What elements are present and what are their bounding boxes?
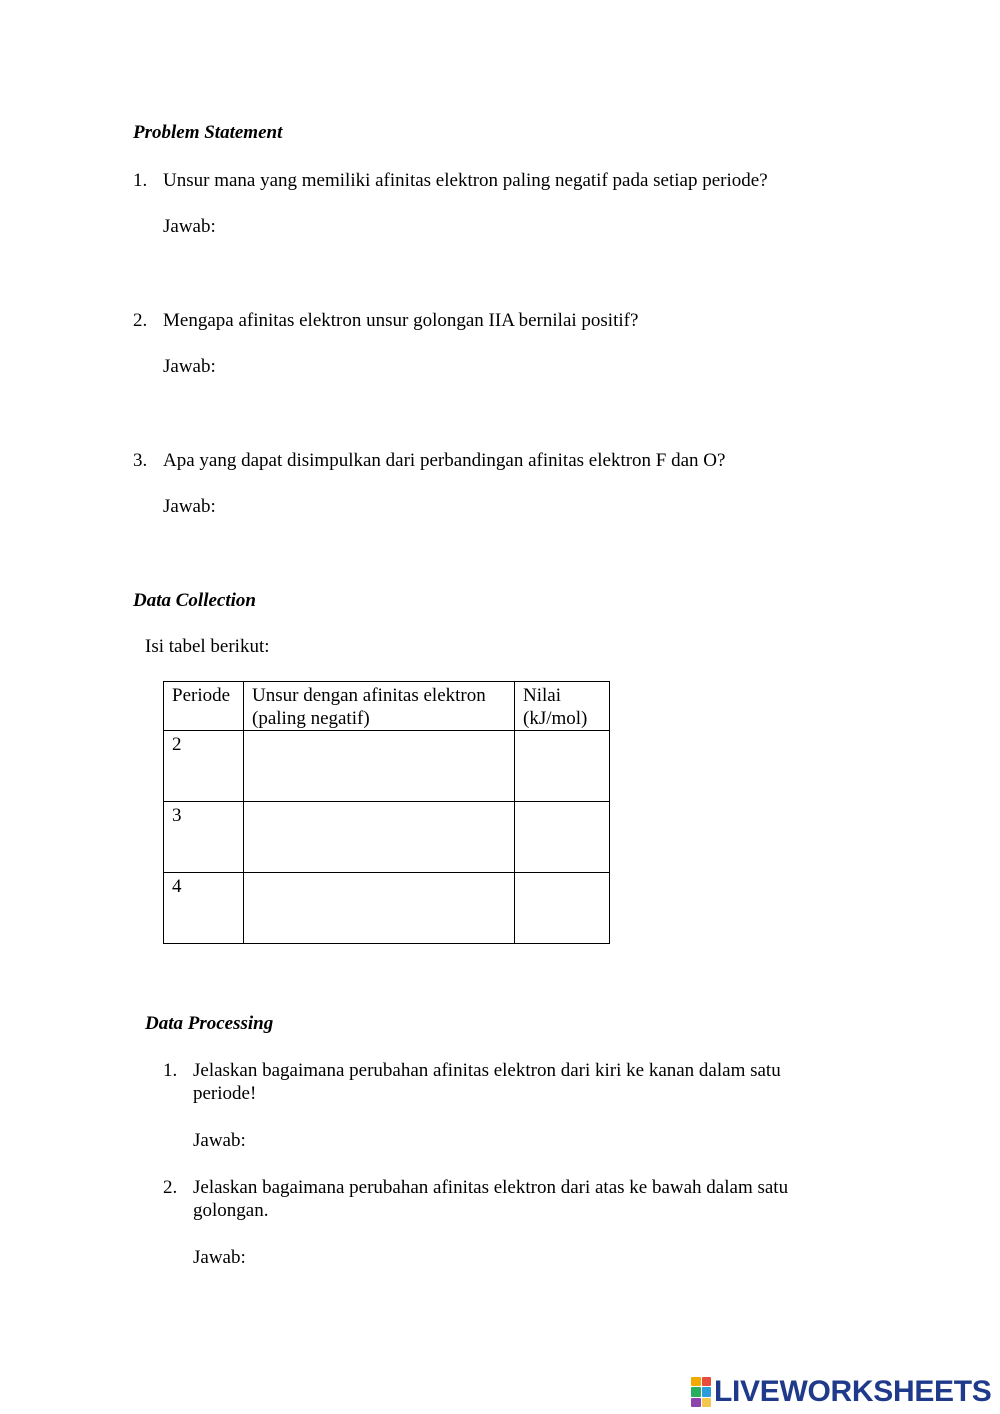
answer-label: Jawab: [193,1130,246,1151]
question-text: Jelaskan bagaimana perubahan afinitas elektron dari kiri ke kanan dalam satu [193,1060,781,1081]
logo-tile [691,1377,701,1386]
data-collection-heading: Data Collection [133,590,256,611]
question-text: periode! [193,1083,257,1104]
header-line: Periode [172,685,231,706]
table-instruction: Isi tabel berikut: [145,636,270,657]
question-text: Apa yang dapat disimpulkan dari perbandingan afinitas elektron F dan O? [163,450,726,471]
element-answer-cell[interactable] [244,802,515,873]
logo-tile [691,1398,701,1407]
element-answer-cell[interactable] [244,873,515,944]
question-number: 1. [163,1060,178,1081]
value-answer-cell[interactable] [515,873,610,944]
question-number: 1. [133,170,148,191]
table-header-cell [164,682,244,731]
table-header-row [164,682,610,731]
liveworksheets-grid-icon [691,1377,711,1407]
element-answer-cell[interactable] [244,731,515,802]
value-answer-cell[interactable] [515,802,610,873]
question-text: Jelaskan bagaimana perubahan afinitas elektron dari atas ke bawah dalam satu [193,1177,789,1198]
period-cell: 2 [164,731,244,802]
question-number: 2. [163,1177,178,1198]
logo-tile [702,1387,712,1396]
answer-label: Jawab: [193,1247,246,1268]
data-processing-heading: Data Processing [145,1013,274,1034]
period-cell: 3 [164,802,244,873]
problem-statement-heading: Problem Statement [133,122,283,143]
answer-label: Jawab: [163,356,216,377]
answer-label: Jawab: [163,496,216,517]
header-line: Nilai [523,685,561,706]
question-text: Mengapa afinitas elektron unsur golongan IIA bernilai positif? [163,310,639,331]
question-text: golongan. [193,1200,269,1221]
logo-tile [691,1387,701,1396]
affinity-data-table [163,681,610,944]
header-line: Unsur dengan afinitas elektron [252,685,486,706]
question-number: 2. [133,310,148,331]
table-row [164,802,610,873]
table-header-cell [515,682,610,731]
liveworksheets-logo [691,1374,992,1410]
value-answer-cell[interactable] [515,731,610,802]
header-line: (kJ/mol) [523,708,588,729]
logo-text: LIVEWORKSHEETS [714,1375,992,1408]
header-line: (paling negatif) [252,708,370,729]
question-number: 3. [133,450,148,471]
logo-tile [702,1377,712,1386]
logo-tile [702,1398,712,1407]
table-row [164,731,610,802]
table-header-cell [244,682,515,731]
question-text: Unsur mana yang memiliki afinitas elektron paling negatif pada setiap periode? [163,170,768,191]
table-row [164,873,610,944]
answer-label: Jawab: [163,216,216,237]
period-cell: 4 [164,873,244,944]
